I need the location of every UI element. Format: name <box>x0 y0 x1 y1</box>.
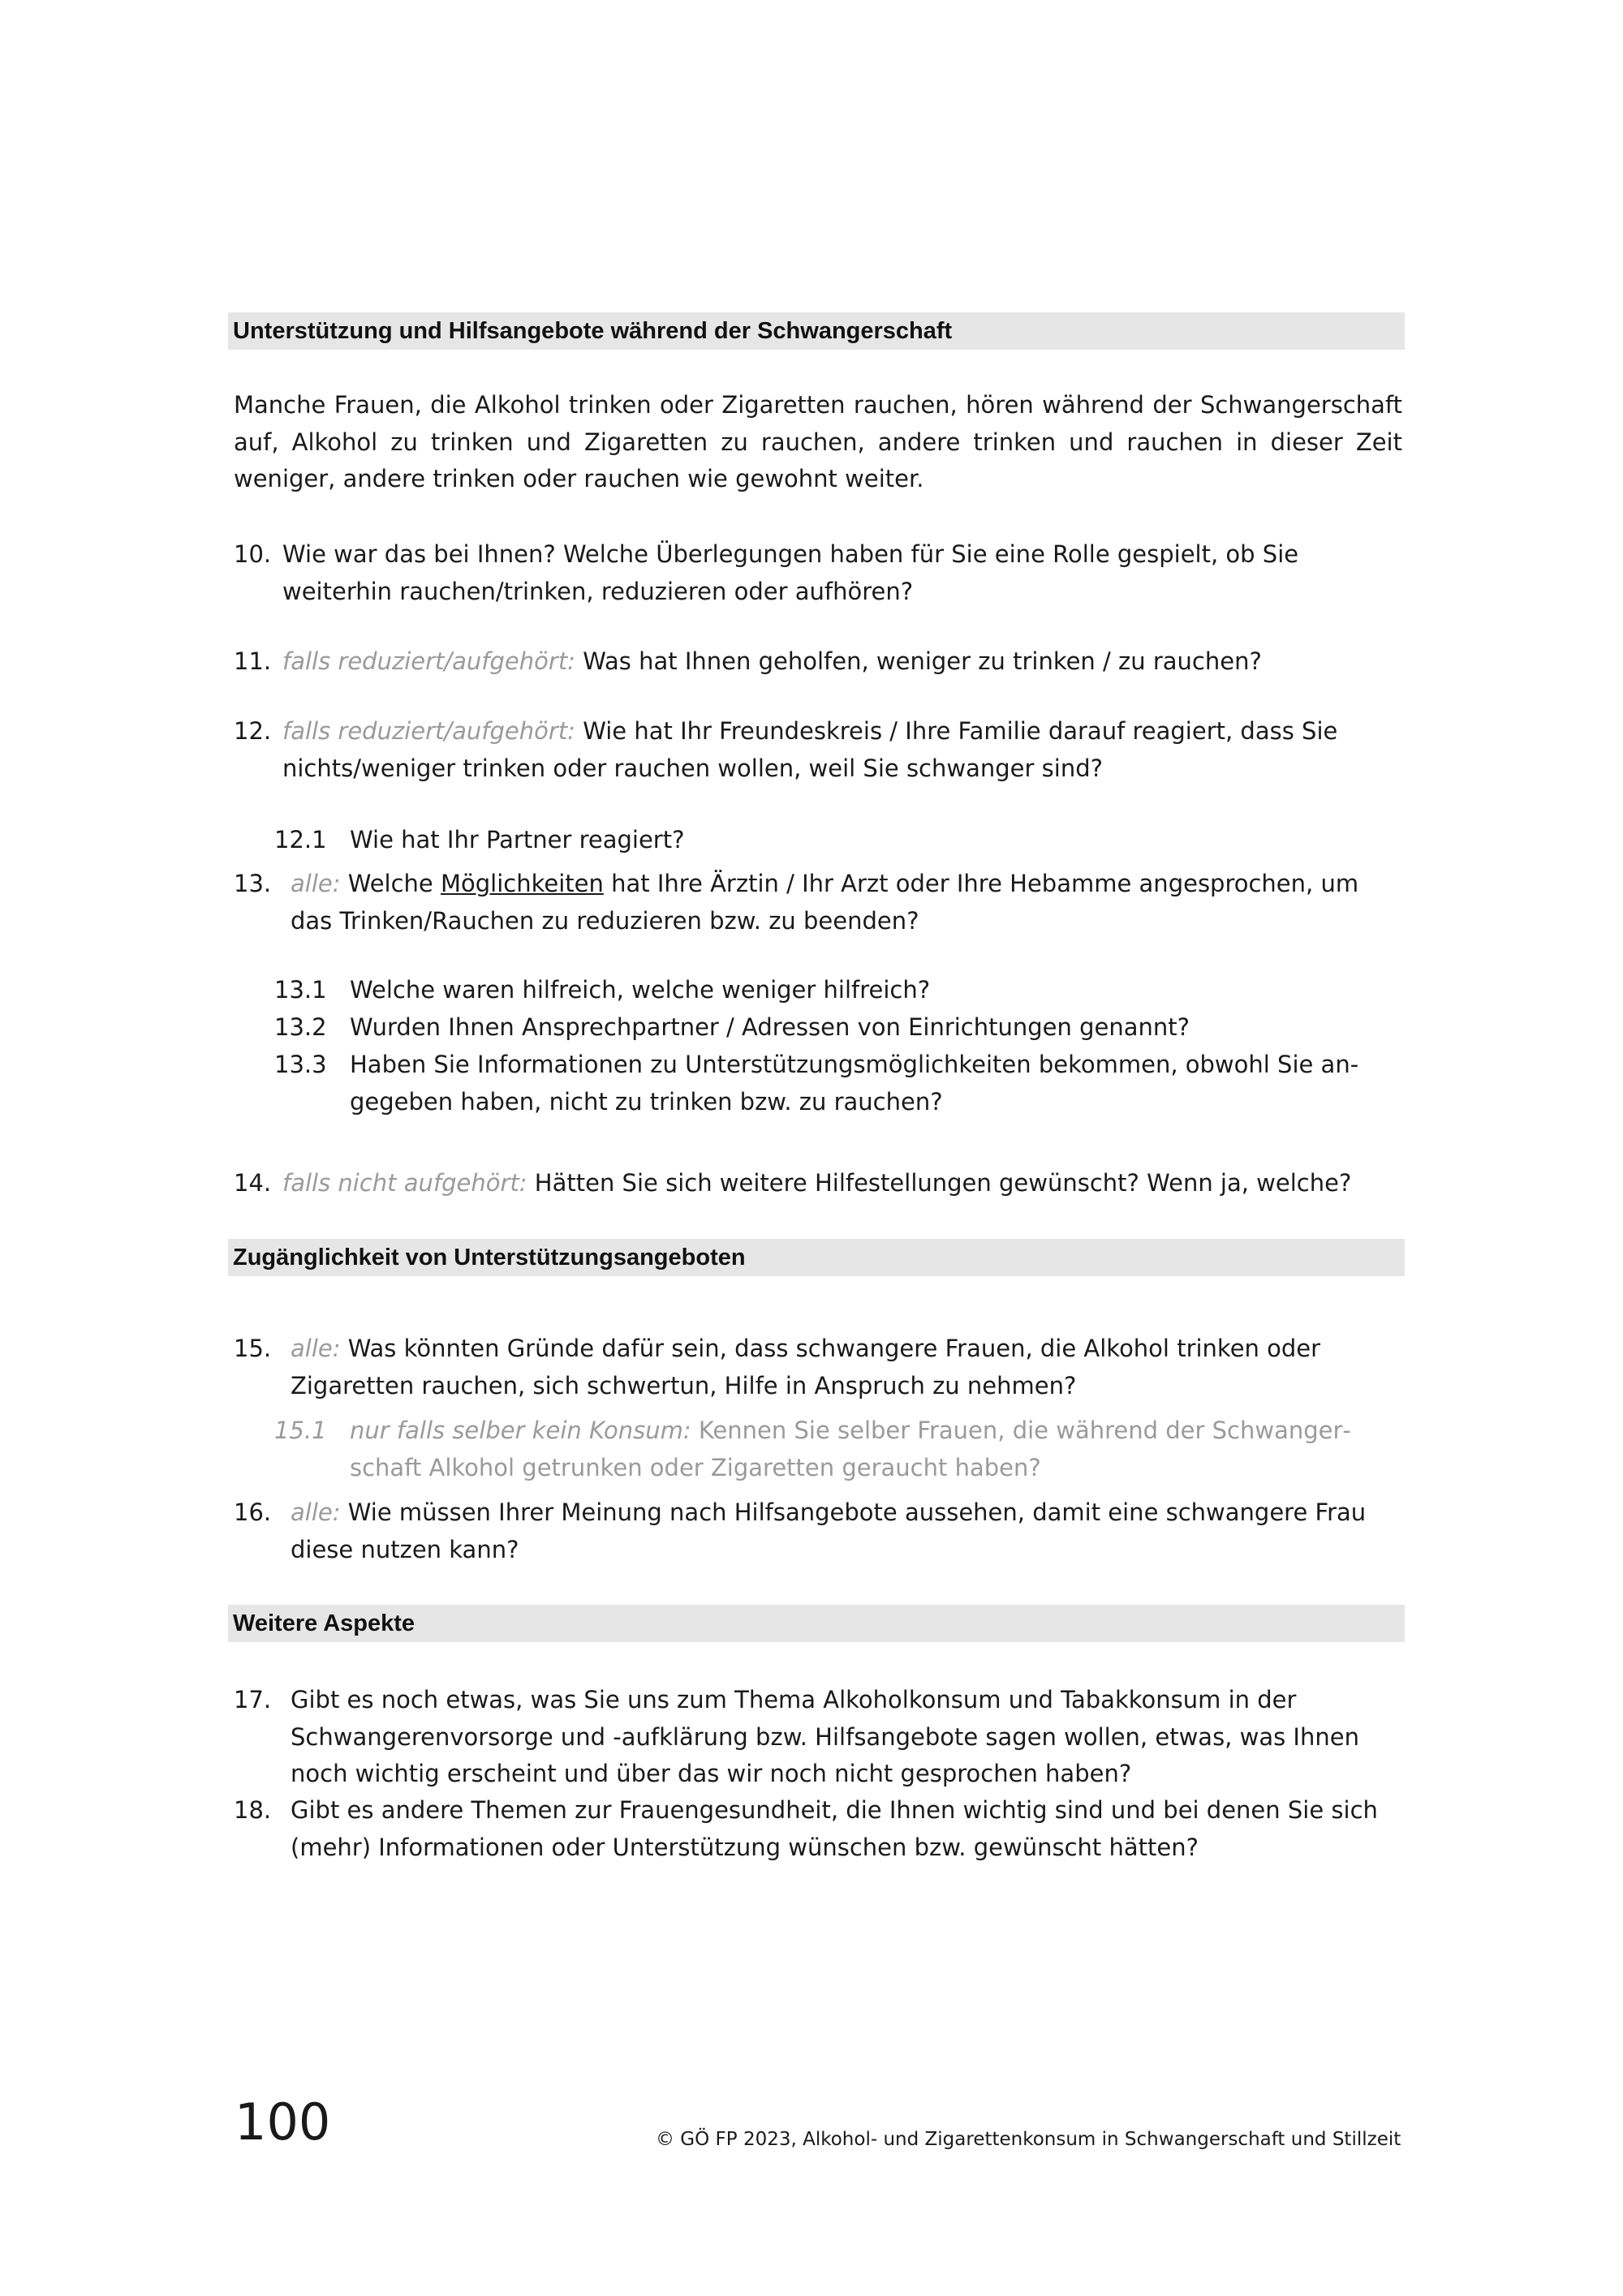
condition-label: nur falls selber kein Konsum: <box>350 1417 691 1444</box>
question-12-1: Wie hat Ihr Partner reagiert? <box>350 826 685 853</box>
question-number: 10. <box>234 540 272 568</box>
question-text: Wie war das bei Ihnen? Welche Überlegungen haben für Sie eine Rolle gespielt, ob Sie weiterhin rauchen/trinken, reduzieren oder aufhören? <box>282 540 1299 605</box>
question-text: hat Ihre Ärztin / Ihr Arzt oder Ihre Hebamme angesprochen, um das Trinken/Rauchen zu reduzieren bzw. zu beenden? <box>291 870 1359 935</box>
subquestion-number: 13.2 <box>274 1013 327 1041</box>
question-text-pre: Welche <box>347 870 433 897</box>
question-17: Gibt es noch etwas, was Sie uns zum Thema Alkoholkonsum und Tabakkonsum in der Schwangerenvorsorge und -aufklärung bzw. Hilfsangebote sagen wollen, etwas, was Ihnen noch wichtig erscheint und über das wir noch nicht gesprochen haben? <box>291 1686 1359 1787</box>
condition-label: alle: <box>291 1498 341 1526</box>
question-text: Wie hat Ihr Freundeskreis / Ihre Familie darauf reagiert, dass Sie nichts/weniger trinken oder rauchen wollen, weil Sie schwanger sind? <box>282 717 1338 782</box>
question-number: 12. <box>234 717 272 745</box>
section-heading-support: Unterstützung und Hilfsangebote während der Schwangerschaft <box>228 312 1405 350</box>
underlined-term: Möglichkeiten <box>440 870 604 897</box>
question-15 <box>291 1331 1406 1404</box>
question-10 <box>282 536 1406 610</box>
question-13-3: Haben Sie Informationen zu Unterstützungsmöglichkeiten bekommen, obwohl Sie angegeben haben, nicht zu trinken bzw. zu rauchen? <box>350 1051 1359 1116</box>
question-13-1: Welche waren hilfreich, welche weniger hilfreich? <box>350 976 931 1004</box>
question-15-1 <box>350 1412 1397 1486</box>
intro-paragraph: Manche Frauen, die Alkohol trinken oder Zigaretten rauchen, hören während der Schwangerschaft auf, Alkohol zu trinken und Zigaretten zu rauchen, andere trinken und rauchen in dieser Zeit weniger, andere trinken oder rauchen wie gewohnt weiter. <box>234 391 1402 492</box>
footer-copyright: © GÖ FP 2023, Alkohol- und Zigarettenkonsum in Schwangerschaft und Stillzeit <box>656 2129 1401 2150</box>
question-number: 13. <box>234 870 272 897</box>
question-number: 18. <box>234 1796 272 1824</box>
condition-label: falls nicht aufgehört: <box>282 1169 527 1197</box>
question-16 <box>291 1494 1406 1568</box>
question-14 <box>282 1165 1414 1202</box>
condition-label: alle: <box>291 870 341 897</box>
section-heading-further-aspects: Weitere Aspekte <box>228 1605 1405 1642</box>
subquestion-number: 13.3 <box>274 1051 327 1078</box>
question-13-2: Wurden Ihnen Ansprechpartner / Adressen von Einrichtungen genannt? <box>350 1013 1190 1041</box>
question-text: Kennen Sie selber Frauen, die während der Schwangerschaft Alkohol getrunken oder Zigaretten geraucht haben? <box>350 1417 1351 1481</box>
question-number: 17. <box>234 1686 272 1713</box>
condition-label: alle: <box>291 1335 341 1362</box>
question-text: Hätten Sie sich weitere Hilfestellungen gewünscht? Wenn ja, welche? <box>534 1169 1352 1197</box>
question-text: Was könnten Gründe dafür sein, dass schwangere Frauen, die Alkohol trinken oder Zigaretten rauchen, sich schwertun, Hilfe in Anspruch zu nehmen? <box>291 1335 1321 1400</box>
section-heading-accessibility: Zugänglichkeit von Unterstützungsangeboten <box>228 1239 1405 1276</box>
question-text: Was hat Ihnen geholfen, weniger zu trinken / zu rauchen? <box>583 647 1262 675</box>
subquestion-number: 12.1 <box>274 826 327 853</box>
subquestion-number: 13.1 <box>274 976 327 1004</box>
question-18: Gibt es andere Themen zur Frauengesundheit, die Ihnen wichtig sind und bei denen Sie sich (mehr) Informationen oder Unterstützung wünschen bzw. gewünscht hätten? <box>291 1796 1378 1861</box>
question-13 <box>291 866 1406 939</box>
condition-label: falls reduziert/aufgehört: <box>282 717 575 745</box>
page-number: 100 <box>235 2092 331 2152</box>
question-number: 14. <box>234 1169 272 1197</box>
question-11 <box>282 643 1406 681</box>
question-number: 15. <box>234 1335 272 1362</box>
question-number: 11. <box>234 647 272 675</box>
question-12 <box>282 713 1406 787</box>
question-text: Wie müssen Ihrer Meinung nach Hilfsangebote aussehen, damit eine schwangere Frau diese nutzen kann? <box>291 1498 1367 1563</box>
condition-label: falls reduziert/aufgehört: <box>282 647 575 675</box>
question-number: 16. <box>234 1498 272 1526</box>
subquestion-number: 15.1 <box>274 1417 327 1444</box>
